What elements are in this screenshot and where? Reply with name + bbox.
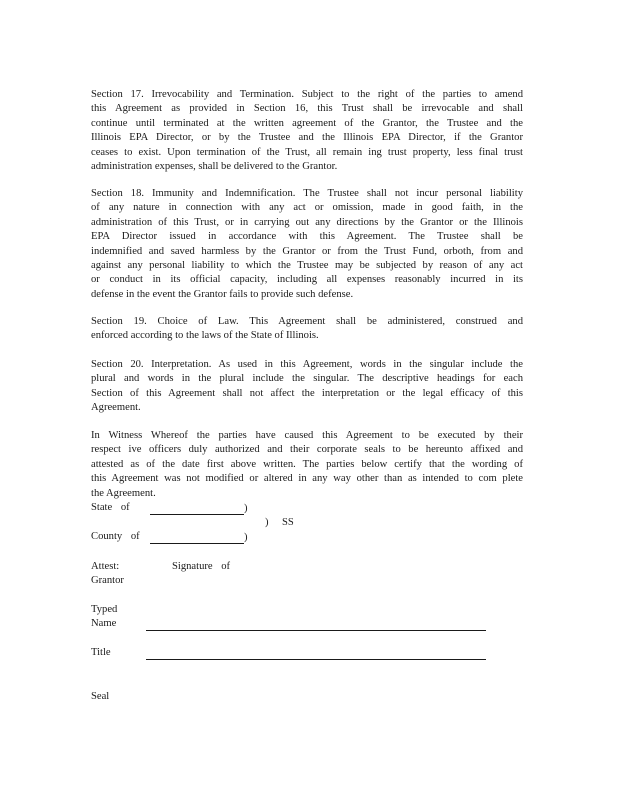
attest-label: Attest: — [91, 561, 120, 572]
title-line[interactable] — [146, 659, 486, 660]
text-line: Section of this Agreement shall not affect the interpretation or the legal efficacy of this — [91, 387, 523, 399]
text-line: Section 17. Irrevocability and Termination. Subject to the right of the parties to amend — [91, 89, 523, 100]
name-label: Name — [91, 618, 117, 629]
text-line: ceases to exist. Upon termination of the Trust, all remain ing trust property, less final trust — [91, 146, 523, 158]
typed-label: Typed — [91, 604, 118, 615]
county-label: County of — [91, 531, 140, 542]
text-line: defense in the event the Grantor fails to provide such defense. — [91, 288, 354, 300]
state-paren: ) — [244, 503, 248, 514]
county-paren: ) — [244, 532, 248, 543]
text-line: this Agreement as provided in Section 16, this Trust shall be irrevocable and shall — [91, 103, 523, 115]
text-line: Illinois EPA Director, or by the Trustee and the Illinois EPA Director, if the Grantor — [91, 132, 523, 144]
text-line: indemnified and saved harmless by the Grantor or from the Trust Fund, orboth, from and — [91, 245, 523, 257]
title-label: Title — [91, 647, 111, 658]
seal-label: Seal — [91, 691, 110, 702]
attest-grantor-label: Grantor — [91, 575, 124, 586]
text-line: of any nature in connection with any act or omission, made in good faith, in the — [91, 202, 523, 214]
text-line: administration expenses, shall be delivered to the Grantor. — [91, 161, 338, 173]
text-line: continue until terminated at the written agreement of the Grantor, the Trustee and the — [91, 117, 523, 129]
text-line: administration of this Trust, or in carrying out any directions by the Grantor or the Illinois — [91, 216, 523, 228]
text-line: plural and words in the plural include the singular. The descriptive headings for each — [91, 373, 523, 385]
text-line: the Agreement. — [91, 487, 156, 499]
signature-label: Signature of — [172, 561, 231, 572]
ss-label: SS — [282, 517, 294, 528]
section-18-paragraph — [91, 187, 523, 302]
text-line: attested as of the date first above written. The parties below certify that the wording of — [91, 458, 523, 470]
text-line: against any personal liability to which the Trustee may be subjected by reason of any act — [91, 260, 523, 272]
text-line: Agreement. — [91, 402, 141, 414]
section-19-paragraph — [91, 315, 523, 344]
text-line: respect ive officers duly authorized and their corporate seals to be hereunto affixed and — [91, 444, 523, 456]
typed-name-line[interactable] — [146, 630, 486, 631]
text-line: enforced according to the laws of the State of Illinois. — [91, 330, 319, 342]
ss-paren: ) — [265, 517, 269, 528]
state-line[interactable] — [150, 514, 244, 515]
witness-paragraph — [91, 429, 523, 501]
text-line: this Agreement was not modified or altered in any way other than as intended to com plete — [91, 473, 523, 485]
text-line: Section 20. Interpretation. As used in this Agreement, words in the singular include the — [91, 359, 523, 370]
text-line: or conduct in its official capacity, including all expenses reasonably incurred in its — [91, 274, 523, 286]
state-label: State of — [91, 502, 130, 513]
text-line: In Witness Whereof the parties have caused this Agreement to be executed by their — [91, 430, 523, 441]
section-17-paragraph — [91, 88, 523, 174]
county-line[interactable] — [150, 543, 244, 544]
section-20-paragraph — [91, 358, 523, 416]
text-line: Section 19. Choice of Law. This Agreement shall be administered, construed and — [91, 316, 523, 327]
text-line: EPA Director issued in accordance with this Agreement. The Trustee shall be — [91, 231, 523, 243]
text-line: Section 18. Immunity and Indemnification. The Trustee shall not incur personal liability — [91, 188, 523, 199]
